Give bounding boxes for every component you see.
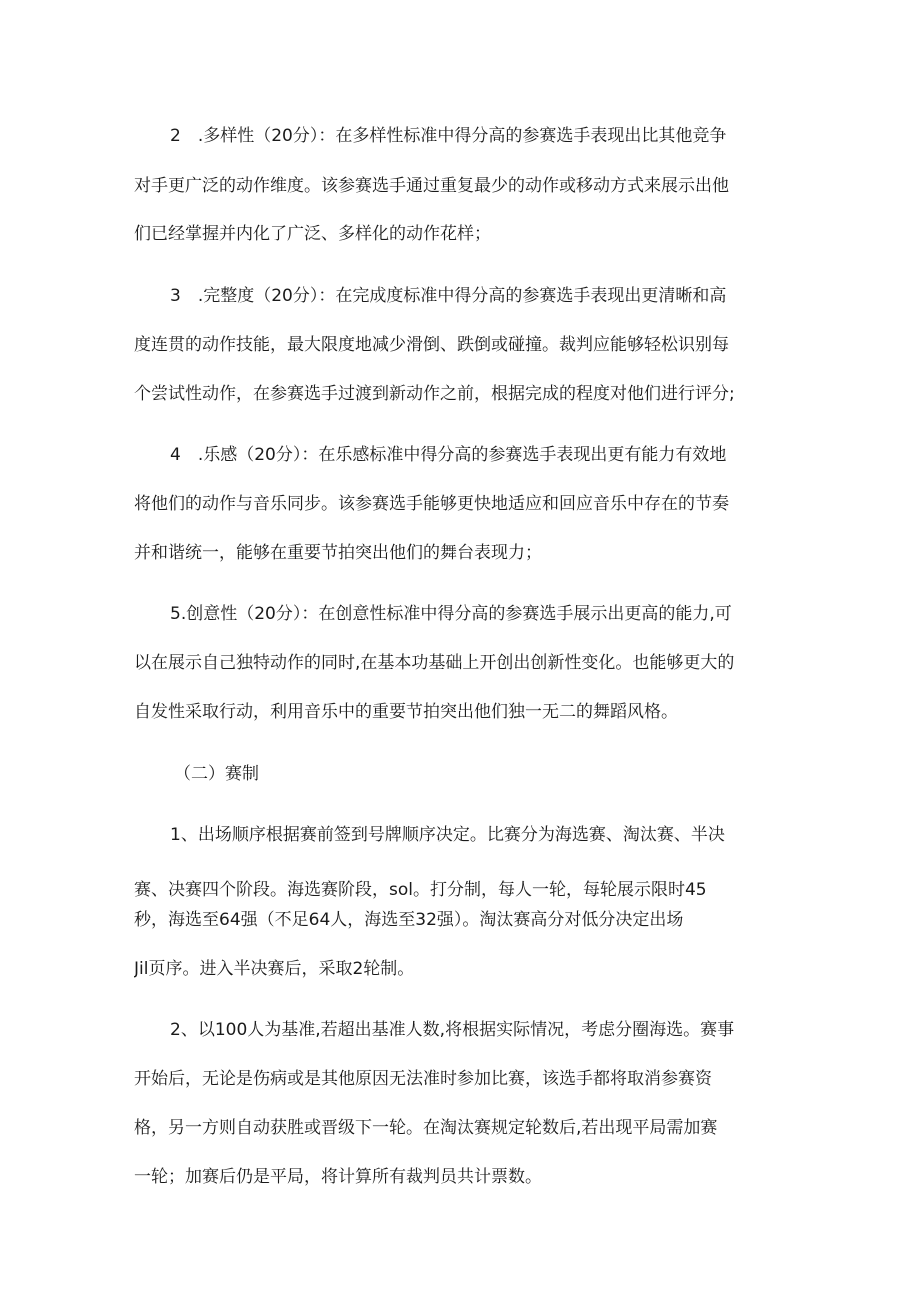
text-line: 5.创意性（20分）：在创意性标准中得分高的参赛选手展示出更高的能力,可 xyxy=(170,604,732,624)
text-line: 自发性采取行动，利用音乐中的重要节拍突出他们独一无二的舞蹈风格。 xyxy=(134,702,678,722)
text-line: 1、出场顺序根据赛前签到号牌顺序决定。比赛分为海选赛、淘汰赛、半决 xyxy=(170,825,725,845)
text-line: 赛、决赛四个阶段。海选赛阶段，sol。打分制，每人一轮，每轮展示限时45 xyxy=(134,880,707,900)
text-line: 将他们的动作与音乐同步。该参赛选手能够更快地适应和回应音乐中存在的节奏 xyxy=(134,494,729,514)
section-heading: （二）赛制 xyxy=(174,764,259,784)
text-line: 开始后，无论是伤病或是其他原因无法准时参加比赛，该选手都将取消参赛资 xyxy=(134,1069,712,1089)
text-line: 对手更广泛的动作维度。该参赛选手通过重复最少的动作或移动方式来展示出他 xyxy=(134,176,729,196)
text-line: 秒，海选至64强（不足64人，海选至32强）。淘汰赛高分对低分决定出场 xyxy=(134,910,684,930)
text-line: 2、以100人为基准,若超出基准人数,将根据实际情况，考虑分圈海选。赛事 xyxy=(170,1020,735,1040)
text-line: 格，另一方则自动获胜或晋级下一轮。在淘汰赛规定轮数后,若出现平局需加赛 xyxy=(134,1118,718,1138)
text-line: Jil页序。进入半决赛后，采取2轮制。 xyxy=(134,959,415,979)
text-line: 们已经掌握并内化了广泛、多样化的动作花样； xyxy=(134,224,491,244)
text-line: 一轮；加赛后仍是平局，将计算所有裁判员共计票数。 xyxy=(134,1167,542,1187)
text-line: 个尝试性动作，在参赛选手过渡到新动作之前，根据完成的程度对他们进行评分; xyxy=(134,384,735,404)
text-line: 度连贯的动作技能，最大限度地减少滑倒、跌倒或碰撞。裁判应能够轻松识别每 xyxy=(134,335,729,355)
text-line: 3 .完整度（20分）：在完成度标准中得分高的参赛选手表现出更清晰和高 xyxy=(170,286,727,306)
text-line: 2 .多样性（20分）：在多样性标准中得分高的参赛选手表现出比其他竞争 xyxy=(170,126,727,146)
text-line: 以在展示自己独特动作的同时,在基本功基础上开创出创新性变化。也能够更大的 xyxy=(134,653,735,673)
text-line: 并和谐统一，能够在重要节拍突出他们的舞台表现力； xyxy=(134,543,542,563)
text-line: 4 .乐感（20分）：在乐感标准中得分高的参赛选手表现出更有能力有效地 xyxy=(170,445,727,465)
